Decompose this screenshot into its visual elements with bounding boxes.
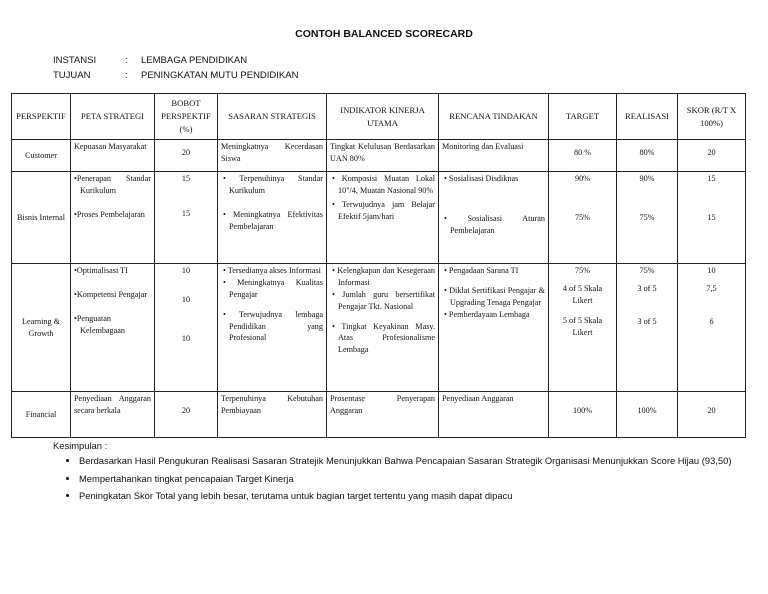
table-row: [12, 264, 746, 392]
bobot-item: 10: [181, 333, 191, 343]
sasaran-cell: [218, 172, 327, 264]
target-item: 5 of 5 Skala Likert: [562, 315, 603, 337]
indikator-item: Prosentase Penyerapan Anggaran: [330, 394, 435, 415]
target-cell: [549, 392, 617, 438]
meta-instansi: [53, 55, 247, 66]
bobot-item: 15: [181, 174, 191, 183]
skor-item: 15: [707, 212, 716, 222]
conclusion-list: [53, 454, 743, 503]
realisasi-cell: [617, 140, 678, 172]
indikator-cell: [327, 140, 439, 172]
realisasi-item: 100%: [637, 406, 657, 415]
bobot-item: 15: [181, 208, 191, 218]
header-skor: SKOR (R/T X 100%): [678, 94, 746, 140]
sasaran-item: Meningkatnya Kecerdasan Siswa: [221, 142, 323, 163]
target-item: 80 %: [573, 148, 592, 157]
rencana-item: Monitoring dan Evaluasi: [442, 142, 524, 151]
indikator-cell: [327, 172, 439, 264]
table-row: [12, 392, 746, 438]
realisasi-cell: [617, 172, 678, 264]
realisasi-item: 80%: [639, 148, 655, 157]
header-peta-strategi: PETA STRATEGI: [71, 94, 155, 140]
sasaran-item: • Terwujudnya lembaga Pendidikan yang Profesional: [223, 309, 323, 343]
sasaran-cell: [218, 264, 327, 392]
target-cell: [549, 264, 617, 392]
bobot-item: 20: [181, 406, 191, 415]
header-perspektif: PERSPEKTIF: [12, 94, 71, 140]
realisasi-cell: [617, 264, 678, 392]
tujuan-label: TUJUAN: [53, 70, 91, 81]
perspektif-cell: Financial: [12, 392, 71, 438]
indikator-item: • Komposisi Muatan Lokal 10"/4, Muatan Nasional 90%: [332, 174, 435, 195]
conclusion-item: • Berdasarkan Hasil Pengukuran Realisasi Sasaran Stratejik Menunjukkan Bahwa Pencapaian Sasaran Strategik Organisasi Menunjukkan Score Hijau (93,50): [79, 454, 743, 468]
rencana-item: • Sosialisasi Disdiknas: [444, 174, 519, 183]
tujuan-value: PENINGKATAN MUTU PENDIDIKAN: [141, 70, 299, 81]
target-item: 90%: [574, 174, 590, 183]
instansi-value: LEMBAGA PENDIDIKAN: [141, 55, 248, 66]
realisasi-item: 90%: [639, 174, 655, 183]
perspektif-cell: Learning & Growth: [12, 264, 71, 392]
target-cell: [549, 140, 617, 172]
sasaran-item: Terpenuhinya Kebutuhan Pembiayaan: [221, 394, 323, 415]
peta-cell: [71, 140, 155, 172]
peta-item: •Optimalisasi TI: [74, 266, 128, 275]
peta-item: •Penerapan Standar Kurikulum: [74, 174, 151, 195]
skor-item: 20: [707, 406, 716, 415]
rencana-item: • Sosialisasi Aturan Pembelajaran: [444, 213, 545, 235]
bobot-item: 10: [181, 266, 191, 275]
skor-cell: [678, 392, 746, 438]
sasaran-cell: [218, 392, 327, 438]
rencana-item: Penyediaan Anggaran: [442, 394, 514, 403]
skor-item: 10: [707, 266, 716, 275]
conclusion-heading: Kesimpulan :: [53, 440, 108, 451]
indikator-item: • Jumlah guru bersertifikat Pengajar Tkt. Nasional: [332, 289, 435, 311]
rencana-item: • Pengadaan Sarana TI: [444, 266, 519, 275]
sasaran-item: • Meningkatnya Efektivitas Pembelajaran: [223, 209, 323, 231]
tujuan-colon: :: [125, 70, 128, 81]
header-target: TARGET: [549, 94, 617, 140]
sasaran-item: • Terpenuhinya Standar Kurikulum: [223, 174, 323, 195]
indikator-item: Tingkat Kelulusan Berdasarkan UAN 80%: [330, 142, 435, 163]
indikator-item: • Tingkat Keyakinan Masy. Atas Profesionalisme Lembaga: [332, 321, 435, 355]
rencana-cell: [439, 264, 549, 392]
realisasi-item: 3 of 5: [637, 283, 657, 293]
skor-cell: [678, 172, 746, 264]
header-bobot: BOBOT PERSPEKTIF (%): [155, 94, 218, 140]
peta-item: •Kompetensi Pengajar: [74, 289, 148, 299]
sasaran-cell: [218, 140, 327, 172]
peta-cell: [71, 172, 155, 264]
realisasi-cell: [617, 392, 678, 438]
header-realisasi: REALISASI: [617, 94, 678, 140]
rencana-item: • Pemberdayaan Lembaga: [444, 309, 530, 319]
instansi-colon: :: [125, 55, 128, 66]
bobot-cell: [155, 264, 218, 392]
peta-item: Penyediaan Anggaran secara berkala: [74, 394, 151, 415]
rencana-item: • Diklat Sertifikasi Pengajar & Upgrading Tenaga Pengajar: [444, 285, 545, 307]
realisasi-item: 75%: [639, 266, 655, 275]
target-cell: [549, 172, 617, 264]
sasaran-item: • Tersedianya akses Informasi: [223, 266, 321, 275]
perspektif-cell: Bisnis Internal: [12, 172, 71, 264]
target-item: 75%: [574, 212, 590, 222]
indikator-item: • Kelengkapan dan Kesegeraan Informasi: [332, 266, 435, 287]
conclusion-item: • Peningkatan Skor Total yang lebih besar, terutama untuk bagian target tertentu yang masih dapat dipacu: [79, 489, 743, 503]
skor-item: 15: [707, 174, 716, 183]
target-item: 4 of 5 Skala Likert: [562, 283, 603, 305]
perspektif-cell: Customer: [12, 140, 71, 172]
bobot-cell: [155, 392, 218, 438]
indikator-cell: [327, 264, 439, 392]
instansi-label: INSTANSI: [53, 55, 97, 66]
rencana-cell: [439, 392, 549, 438]
rencana-cell: [439, 140, 549, 172]
bobot-item: 20: [181, 148, 191, 157]
conclusion-section: [53, 440, 743, 507]
sasaran-item: • Meningkatnya Kualitas Pengajar: [223, 277, 323, 299]
conclusion-item: • Mempertahankan tingkat pencapaian Target Kinerja: [79, 472, 743, 486]
target-item: 75%: [574, 266, 590, 275]
header-rencana: RENCANA TINDAKAN: [439, 94, 549, 140]
header-sasaran: SASARAN STRATEGIS: [218, 94, 327, 140]
target-item: 100%: [572, 406, 593, 415]
bobot-cell: [155, 172, 218, 264]
realisasi-item: 3 of 5: [637, 316, 657, 326]
peta-item: •Penguatan Kelembagaan: [74, 313, 126, 335]
indikator-cell: [327, 392, 439, 438]
peta-item: •Proses Pembelajaran: [74, 209, 145, 219]
table-row: [12, 172, 746, 264]
skor-cell: [678, 140, 746, 172]
peta-cell: [71, 264, 155, 392]
skor-item: 20: [707, 148, 716, 157]
skor-item: 7,5: [706, 283, 717, 293]
document-title: CONTOH BALANCED SCORECARD: [295, 28, 473, 40]
table-row: [12, 140, 746, 172]
indikator-item: • Terwujudnya jam Belajar Efektif 5jam/hari: [332, 199, 435, 221]
bobot-cell: [155, 140, 218, 172]
header-indikator: INDIKATOR KINERJA UTAMA: [327, 94, 439, 140]
peta-item: Kepuasan Masyarakat: [74, 142, 147, 151]
skor-cell: [678, 264, 746, 392]
bobot-item: 10: [181, 294, 191, 304]
peta-cell: [71, 392, 155, 438]
balanced-scorecard-table: [11, 93, 746, 438]
table-header-row: [12, 94, 746, 140]
rencana-cell: [439, 172, 549, 264]
realisasi-item: 75%: [639, 212, 655, 222]
meta-tujuan: [53, 70, 298, 81]
skor-item: 6: [709, 316, 714, 326]
